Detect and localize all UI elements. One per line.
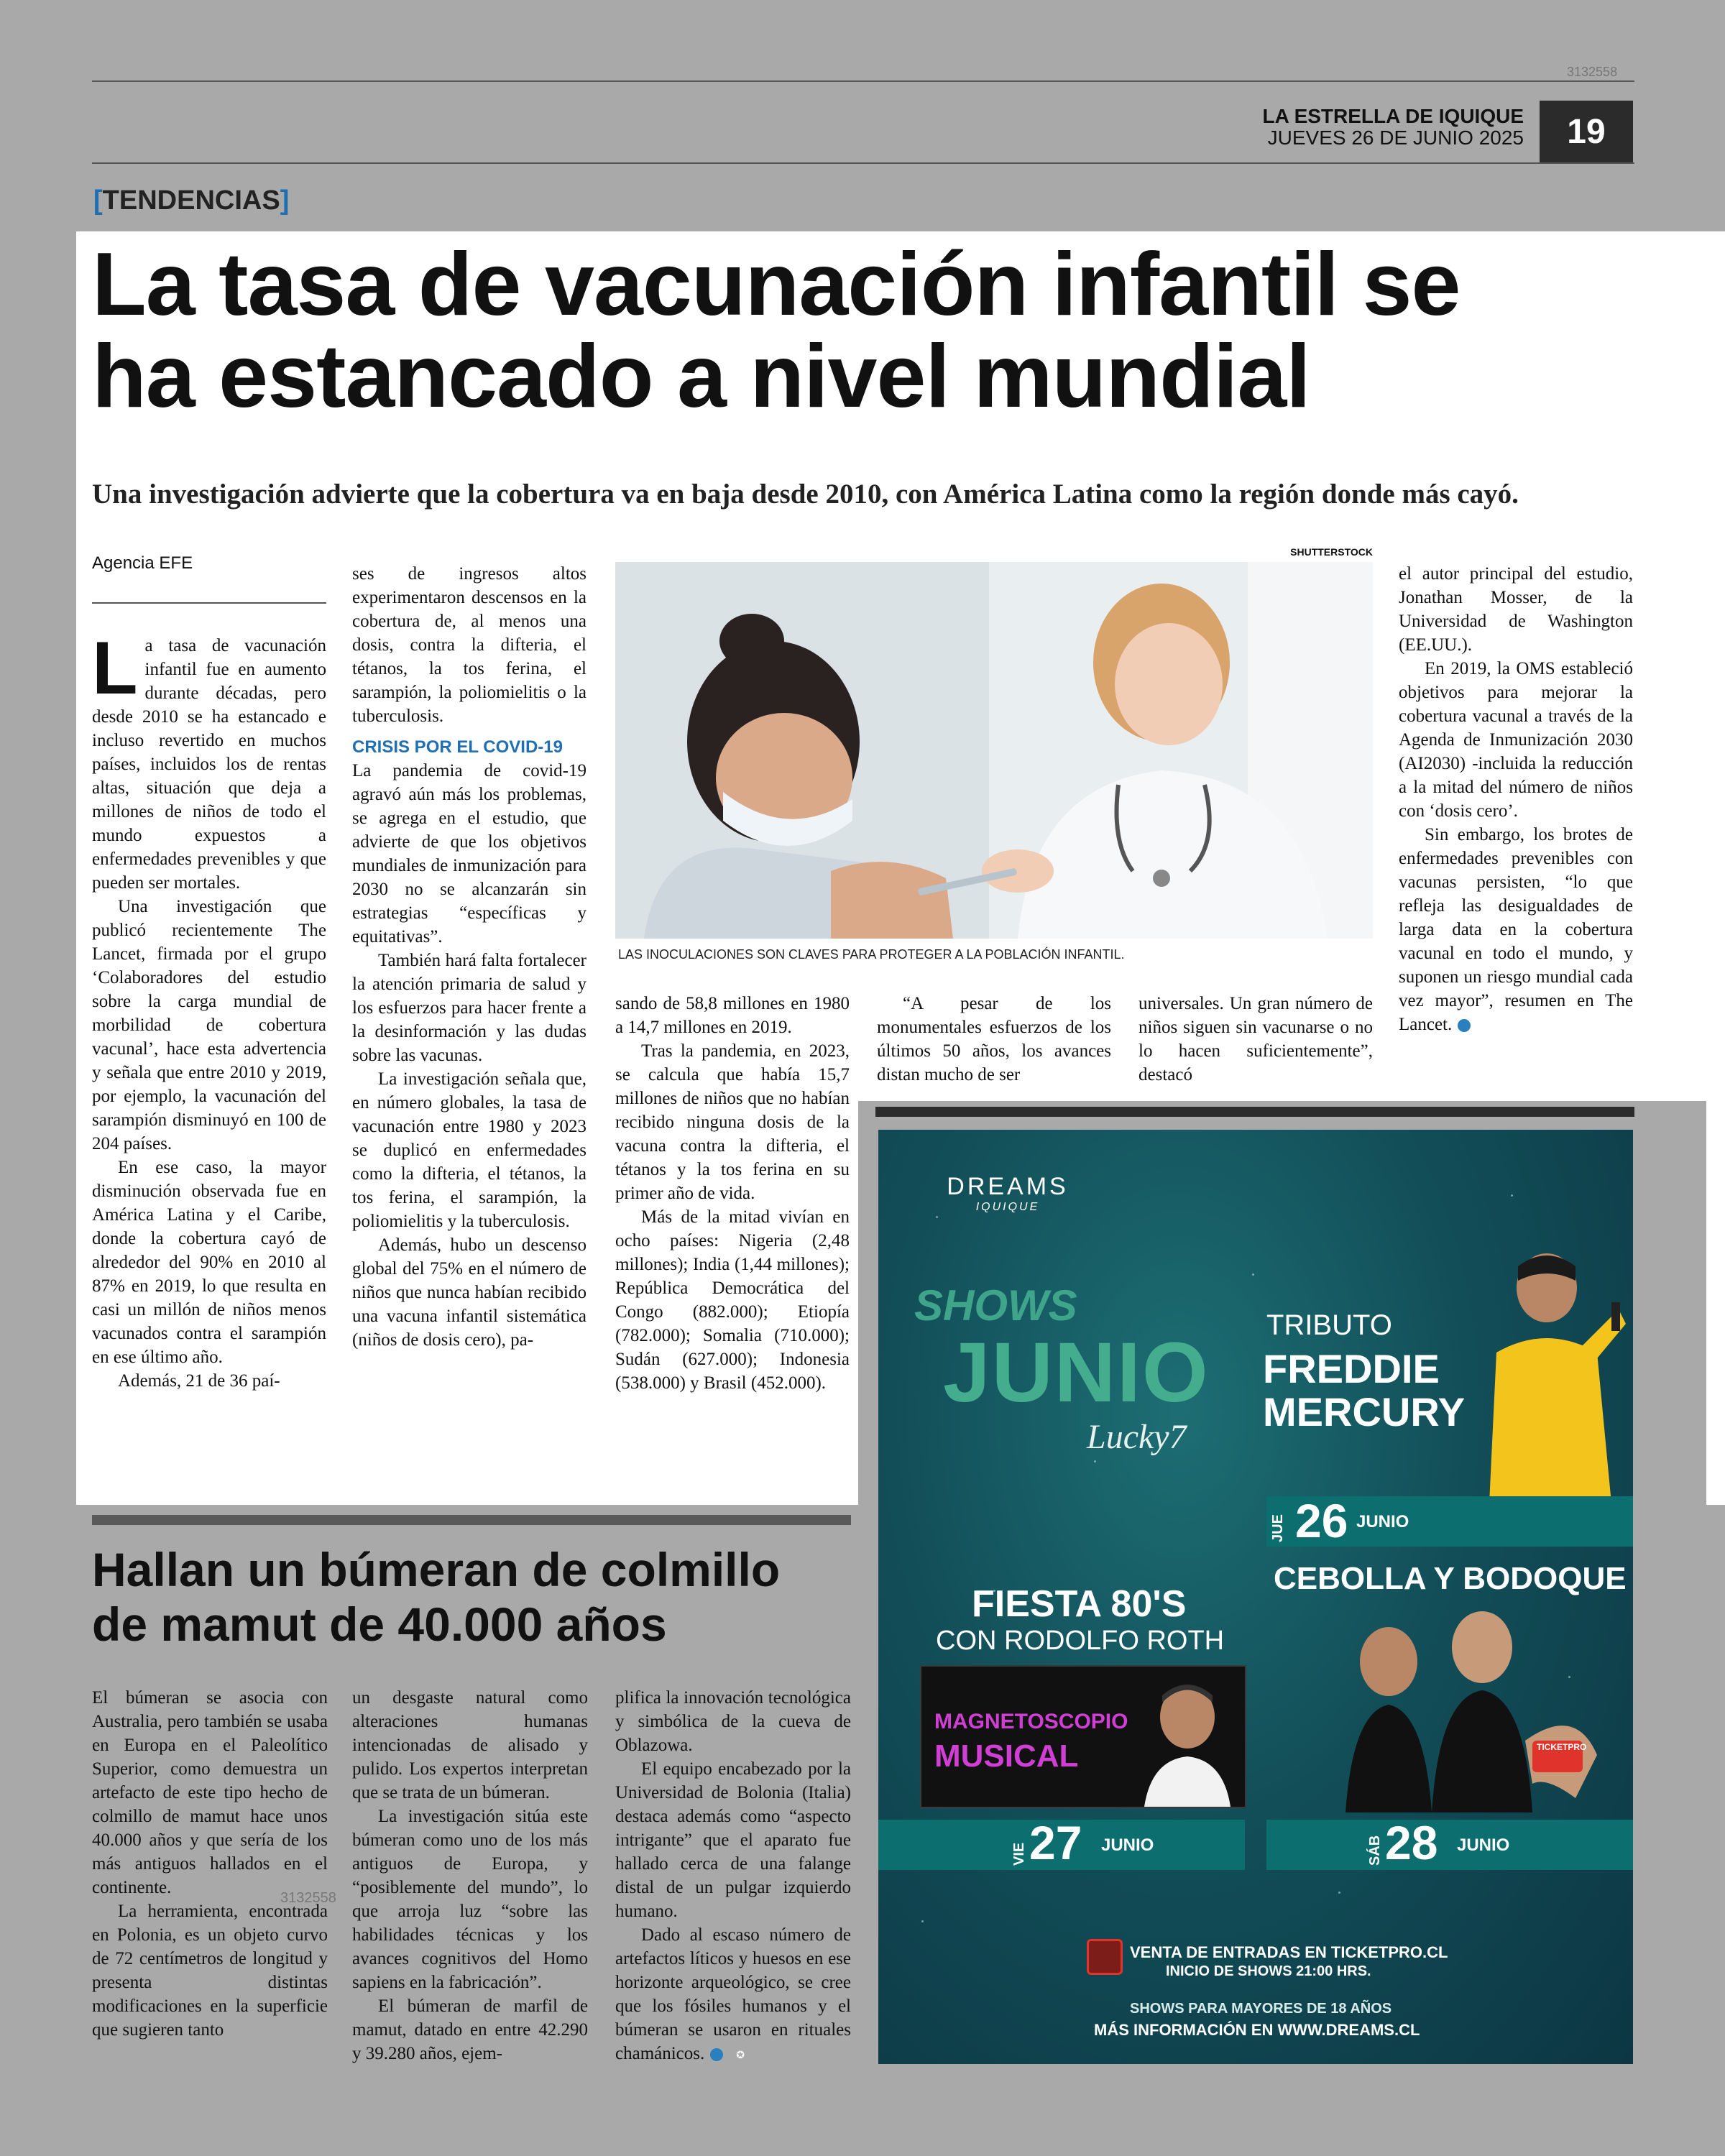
article-headline [92,235,1673,426]
col3-paragraph: Tras la pandemia, en 2023, se calcula que había 15,7 millones de niños que no habían recibido ninguna dosis de la vacuna contra la difteria, el tétanos y la tos ferina en su primer año de vida. [615,1041,850,1203]
shows-label: SHOWS [914,1281,1077,1330]
article-column-5 [1138,992,1373,1087]
col2-paragraph: La pandemia de covid-19 agravó aún más los problemas, se agrega en el estudio, que advierte de que los objetivos mundiales de inmunización para 2030 no se alcanzarán sin estrategias “específicas y equitativas”. [352,761,586,946]
photo-caption: LAS INOCULACIONES SON CLAVES PARA PROTEGER A LA POBLACIÓN INFANTIL. [618,947,1125,962]
a2-col3-paragraph-text: Dado al escaso número de artefactos líticos y huesos en ese horizonte arqueológico, se cree que los fósiles humanos y el búmeran se usaron en rituales chamánicos. [615,1925,851,2063]
byline-rule [92,602,326,604]
ad-footer-2: INICIO DE SHOWS 21:00 HRS. [1166,1963,1371,1979]
headline-line-2: ha estancado a nivel mundial [92,327,1310,426]
col1-paragraph: En ese caso, la mayor disminución observada fue en América Latina y el Caribe, donde la cobertura cayó de alrededor del 90% en 2010 al 87% en 2019, lo que resulta en casi un millón de niños menos vacunados contra el sarampión en ese último año. [92,1158,326,1367]
act3-date-band [1266,1820,1633,1870]
col3-paragraph: sando de 58,8 millones en 1980 a 14,7 millones en 2019. [615,994,850,1037]
subhead-covid: CRISIS POR EL COVID-19 [352,737,563,757]
col1-paragraph: Además, 21 de 36 paí- [118,1371,280,1391]
act1-title-2: MERCURY [1263,1389,1466,1434]
article2-column-2 [352,1686,588,2065]
act2-title-2: CON RODOLFO ROTH [936,1626,1225,1656]
section-label: TENDENCIAS [102,185,280,216]
col6-paragraph: En 2019, la OMS estableció objetivos para mejorar la cobertura vacunal a través de la Agenda de Inmunización 2030 (AI2030) -incluida la reducción a la mitad del número de niños con ‘dosis cero’. [1399,659,1633,821]
act1-day-number: 26 [1295,1494,1348,1547]
paper-name: LA ESTRELLA DE IQUIQUE [1262,105,1524,127]
article2-column-3 [615,1686,851,2065]
a2-col3-paragraph: El equipo encabezado por la Universidad de Bolonia (Italia) destaca además como “aspecto intrigante” que el aparato fue hallado cerca de una falange distal de un pulgar izquierdo humano. [615,1759,851,1921]
month-label: JUNIO [943,1325,1210,1420]
section-tag: [TENDENCIAS] [93,185,290,216]
a2-col2-paragraph: un desgaste natural como alteraciones humanas intencionadas de alisado y pulido. Los expertos interpretan que se trata de un búmeran. [352,1688,588,1802]
act3-title: CEBOLLA Y BODOQUE [1274,1561,1627,1596]
article-deck: Una investigación advierte que la cobertura va en baja desde 2010, con América Latina como la región donde más cayó. [92,479,1519,510]
act2-box-line-1: MAGNETOSCOPIO [934,1710,1128,1733]
dreams-logo [936,1173,1080,1214]
col2-paragraph: También hará falta fortalecer la atención primaria de salud y los esfuerzos para hacer frente a la desinformación y las dudas sobre las vacunas. [352,951,586,1065]
col3-paragraph: Más de la mitad vivían en ocho países: Nigeria (2,48 millones); India (1,44 millones); República Democrática del Congo (882.000); Etiopía (782.000); Somalia (710.000); Sudán (627.000); Indonesia (538.000) y Brasil (452.000). [615,1207,850,1393]
byline: Agencia EFE [92,553,193,573]
headline-line-1: La tasa de vacunación infantil se [92,235,1460,334]
col1-paragraph: a tasa de vacunación infantil fue en aumento durante décadas, pero desde 2010 se ha estancado e incluso revertido en muchos países, incluidos los de rentas altas, situación que deja a millones de niños de todo el mundo expuestos a enfermedades prevenibles y que pueden ser mortales. [92,636,326,893]
act1-pretitle: TRIBUTO [1266,1309,1392,1341]
end-mark-icon: ✪ [1458,1019,1471,1032]
article-column-2 [352,562,586,1352]
act2-month: JUNIO [1101,1835,1154,1855]
a2-col2-paragraph: La investigación sitúa este búmeran como uno de los más antiguos de Europa, y “posiblemente del mundo”, lo que arroja luz “sobre las habilidades técnicas y los avances cognitivos del Homo sapiens en la fabricación”. [352,1807,588,1992]
page-number: 19 [1540,101,1633,164]
ad-footer-1: VENTA DE ENTRADAS EN TICKETPRO.CL [1130,1943,1448,1961]
act2-day: VIE [1011,1842,1027,1866]
photo-credit: SHUTTERSTOCK [1290,546,1373,558]
article2-column-1 [92,1686,328,2042]
article-column-6 [1399,562,1633,1036]
a2-col3-paragraph [615,1923,851,2065]
act3-month: JUNIO [1457,1835,1510,1855]
col5-paragraph: universales. Un gran número de niños siguen sin vacunarse o no lo hacen suficientemente”, destacó [1138,994,1373,1084]
act1-day: JUE [1270,1514,1286,1542]
act1-month: JUNIO [1356,1512,1409,1531]
ad-footer-4[interactable]: MÁS INFORMACIÓN EN WWW.DREAMS.CL [1094,2021,1420,2039]
top-rule [92,80,1634,82]
col2-paragraph: Además, hubo un descenso global del 75% en el número de niños que nunca habían recibido una vacuna infantil sistemática (niños de dosis cero), pa- [352,1235,586,1350]
act2-title-1: FIESTA 80'S [972,1583,1187,1625]
ticket-icon [1087,1939,1123,1975]
dreams-logo-text: DREAMS [947,1173,1069,1200]
issue-date: JUEVES 26 DE JUNIO 2025 [1267,126,1524,149]
rodolfo-roth-photo [1137,1674,1238,1807]
col6-paragraph-text: Sin embargo, los brotes de enfermedades prevenibles con vacunas persisten, “lo que refleja las desigualdades de larga data en la cobertura vacunal en todo el mundo, y suponen un riesgo mundial cada vez mayor”, resumen en The Lancet. [1399,825,1633,1034]
masthead-rule [92,162,1634,164]
act2-box-line-2: MUSICAL [934,1738,1079,1774]
a2-col1-paragraph: El búmeran se asocia con Australia, pero también se usaba en Europa en el Paleolítico Superior, como demuestra un artefacto de este tipo hecho de colmillo de mamut hace unos 40.000 años y que sería de los más antiguos hallados en el continente. [92,1688,328,1897]
act1-title-1: FREDDIE [1263,1346,1440,1391]
article2-headline-line-1: Hallan un búmeran de colmillo [92,1543,781,1596]
ad-top-rule [875,1107,1634,1117]
act3-day-number: 28 [1385,1816,1438,1869]
article2-headline [92,1542,854,1651]
act2-photo-box [920,1665,1246,1808]
ticketpro-badge: TICKETPRO [1537,1742,1587,1752]
article-column-1 [92,627,326,1393]
vaccination-photo [615,562,1373,939]
col1-paragraph: Una investigación que publicó recientemente The Lancet, firmada por el grupo ‘Colaboradores del estudio sobre la carga mundial de morbilidad de cobertura vacunal’, hace esta advertencia y señala que entre 2010 y 2019, por ejemplo, la vacunación del sarampión disminuyó en 100 de 204 países. [92,897,326,1153]
col6-paragraph: el autor principal del estudio, Jonathan Mosser, de la Universidad de Washington (EE.UU.). [1399,564,1633,655]
cebolla-bodoque-photo [1288,1597,1604,1812]
article2-headline-line-2: de mamut de 40.000 años [92,1598,667,1651]
article2-top-rule [92,1515,851,1525]
col2-paragraph: La investigación señala que, en número globales, la tasa de vacunación entre 1980 y 2023 se duplicó en enfermedades como la difteria, el tétanos, la tos ferina, el sarampión, la poliomielitis y la tuberculosis. [352,1069,586,1231]
article-column-3 [615,992,850,1395]
a2-col3-paragraph: plifica la innovación tecnológica y simbólica de la cueva de Oblazowa. [615,1688,851,1755]
end-mark-icon: ✪ [710,2048,723,2061]
page-code: 3132558 [1567,65,1618,79]
a2-col2-paragraph: El búmeran de marfil de mamut, datado en entre 42.290 y 39.280 años, ejem- [352,1996,588,2063]
act3-day: SÁB [1367,1835,1383,1866]
col4-paragraph: “A pesar de los monumentales esfuerzos de los últimos 50 años, los avances distan mucho de ser [877,994,1111,1084]
col6-paragraph [1399,823,1633,1036]
watermark: 3132558 [280,1890,336,1906]
drop-cap: L [92,627,138,710]
vaccination-illustration [615,562,1373,939]
act2-day-number: 27 [1029,1816,1082,1869]
a2-col1-paragraph: La herramienta, encontrada en Polonia, es un objeto curvo de 72 centímetros de longitud y presenta distintas modificaciones en la superficie que sugieren tanto [92,1902,328,2040]
lucky7-logo: Lucky7 [1087,1418,1187,1456]
col2-paragraph: ses de ingresos altos experimentaron descensos en la cobertura de, al menos una dosis, contra la difteria, el tétanos, la tos ferina, el sarampión, la poliomielitis o la tuberculosis. [352,564,586,726]
freddie-mercury-photo [1468,1245,1626,1503]
ad-footer-3: SHOWS PARA MAYORES DE 18 AÑOS [1130,2001,1392,2017]
dreams-logo-sub: IQUIQUE [975,1201,1040,1213]
dreams-advertisement[interactable] [878,1130,1633,2064]
article-column-4 [877,992,1111,1087]
